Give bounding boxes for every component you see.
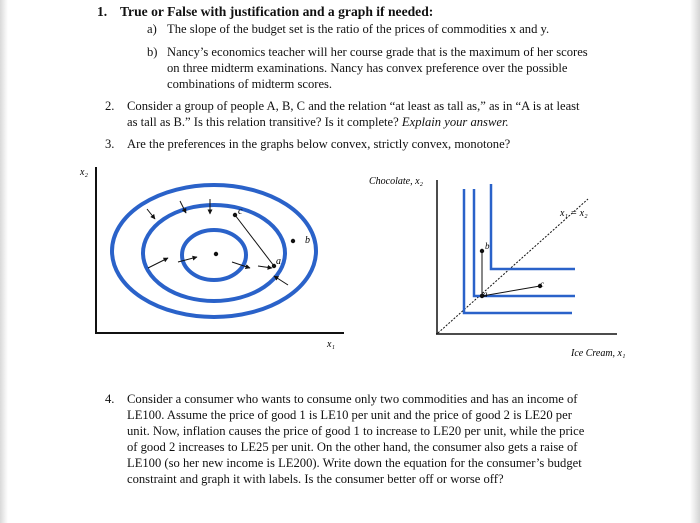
leontief-curve-3 <box>491 184 575 269</box>
q1b-line-2: on three midterm examinations. Nancy has convex preference over the possible <box>167 61 568 75</box>
left-label-c: c <box>238 206 243 217</box>
left-label-b: b <box>305 235 310 246</box>
q1a-label: a) <box>147 22 157 36</box>
q2-line-2-italic: Explain your answer. <box>401 115 509 129</box>
segment-a-c <box>482 286 540 296</box>
indifference-curve-inner <box>182 230 246 280</box>
arrow-right-3 <box>274 276 288 285</box>
q4-number: 4. <box>105 392 115 406</box>
q1-number: 1. <box>97 4 108 19</box>
right-label-b: b <box>485 241 490 251</box>
left-graph <box>79 167 344 350</box>
arrow-right-2 <box>258 266 272 268</box>
q3-number: 3. <box>105 137 115 151</box>
q2-number: 2. <box>105 99 115 113</box>
right-graph <box>369 176 625 359</box>
left-y-axis-label: x₂ <box>80 167 88 178</box>
q4-line-1: Consider a consumer who wants to consume only two commodities and has an income of <box>127 392 578 406</box>
right-x-axis-label: Ice Cream, x₁ <box>571 348 626 359</box>
point-b-right <box>480 249 484 253</box>
right-label-a: a <box>483 289 488 299</box>
q1b-line-3: combinations of midterm scores. <box>167 77 333 91</box>
right-y-axis-label: Chocolate, x₂ <box>369 176 424 187</box>
arrow-left-1 <box>148 258 168 268</box>
q4-line-4: of good 2 increases to LE25 per unit. On the other hand, the consumer also gets a raise of <box>127 440 578 454</box>
left-label-a: a <box>276 256 281 267</box>
right-label-c: c <box>540 279 544 289</box>
q1b-label: b) <box>147 45 158 59</box>
arrow-top-3 <box>147 209 155 219</box>
q4-line-6: constraint and graph it with labels. Is the consumer better off or worse off? <box>127 472 504 486</box>
q2-line-1: Consider a group of people A, B, C and the relation “at least as tall as,” as in “A is at least <box>127 99 580 113</box>
q1b-line-1: Nancy’s economics teacher will her course grade that is the maximum of her scores <box>167 45 588 59</box>
q4-line-2: LE100. Assume the price of good 1 is LE10 per unit and the price of good 2 is LE20 per <box>127 408 572 422</box>
q2-line-2-plain: as tall as B.” Is this relation transitive? Is it complete? <box>127 115 399 129</box>
q4-line-5: LE100 (so her new income is LE200). Write down the equation for the consumer’s budget <box>127 456 582 470</box>
q3-text: Are the preferences in the graphs below convex, strictly convex, monotone? <box>127 137 511 151</box>
q1-title: True or False with justification and a graph if needed: <box>120 4 434 19</box>
point-b <box>291 239 295 243</box>
diagonal-label: x₁ = x₂ <box>560 208 588 219</box>
q1a-text: The slope of the budget set is the ratio of the prices of commodities x and y. <box>167 22 550 36</box>
bliss-point <box>214 252 218 256</box>
left-x-axis-label: x₁ <box>327 339 335 350</box>
q4-line-3: unit. Now, inflation causes the price of good 1 to increase to LE20 per unit, while the price <box>127 424 585 438</box>
point-c <box>233 213 237 217</box>
